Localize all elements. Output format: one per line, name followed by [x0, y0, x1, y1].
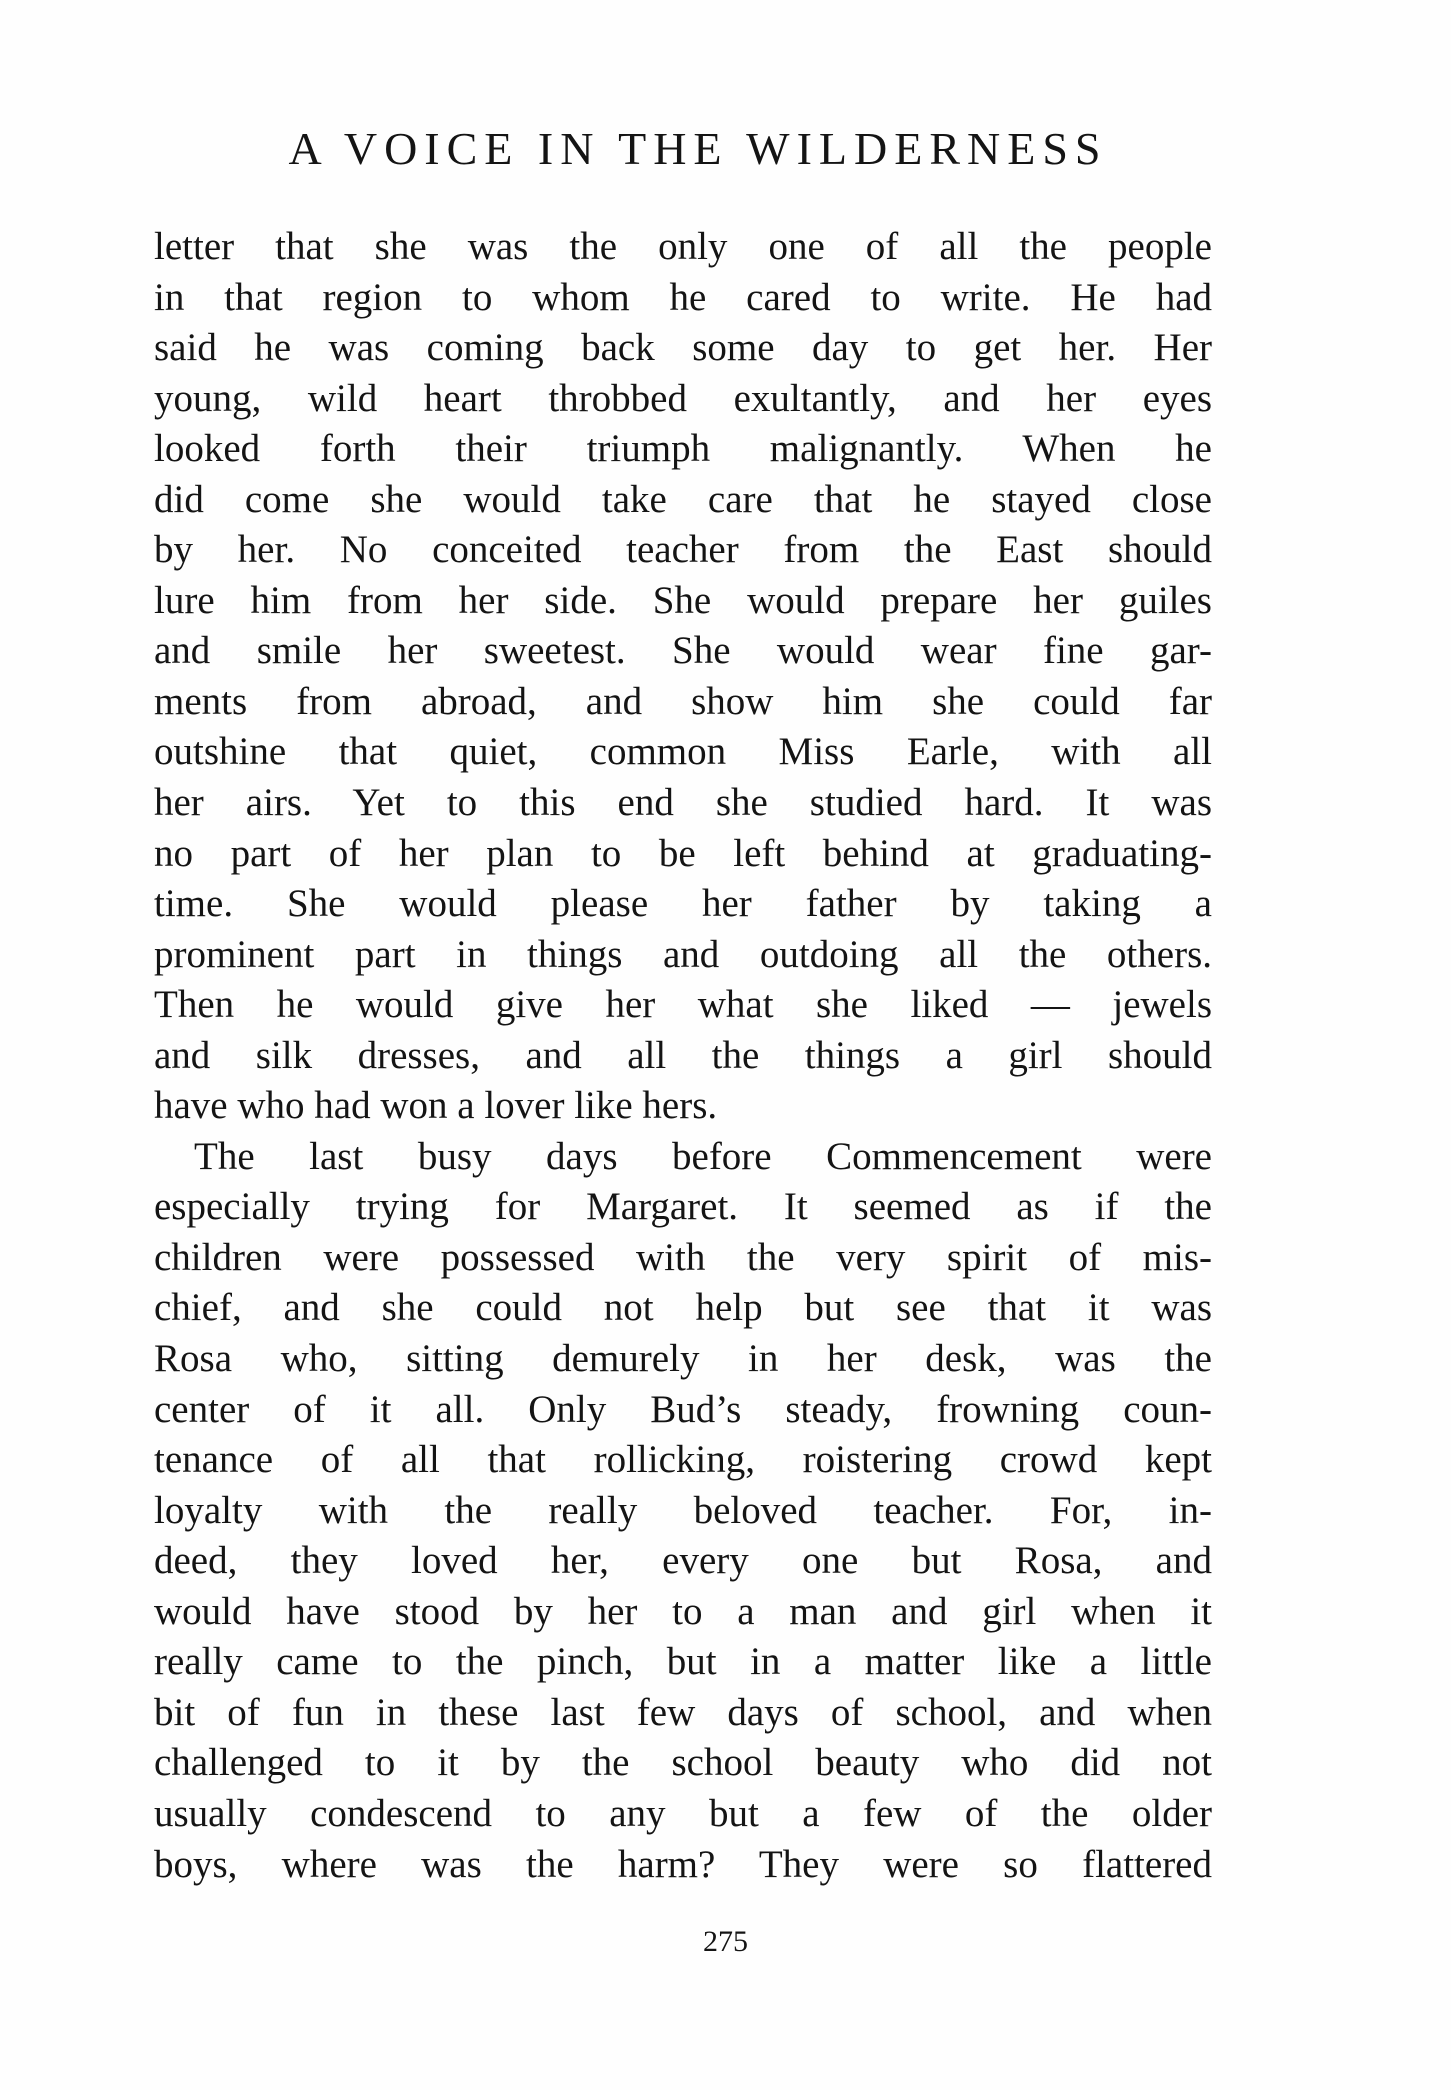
text-line: did come she would take care that he stayed close [154, 477, 1212, 521]
text-line: really came to the pinch, but in a matter like a little [154, 1640, 1212, 1684]
text-line: and smile her sweetest. She would wear fine gar- [154, 629, 1212, 673]
text-line: loyalty with the really beloved teacher. For, in- [154, 1488, 1212, 1532]
text-line: in that region to whom he cared to write. He had [154, 275, 1212, 319]
text-line: prominent part in things and outdoing all the others. [154, 932, 1212, 976]
text-line: especially trying for Margaret. It seemed as if the [154, 1185, 1212, 1229]
text-line: time. She would please her father by taking a [154, 882, 1212, 926]
text-line: The last busy days before Commencement were [194, 1134, 1212, 1178]
page-number: 275 [703, 1925, 748, 1958]
paragraph [154, 1132, 1212, 1890]
text-line: Rosa who, sitting demurely in her desk, was the [154, 1337, 1212, 1381]
text-line: tenance of all that rollicking, roistering crowd kept [154, 1438, 1212, 1482]
text-line: her airs. Yet to this end she studied hard. It was [154, 781, 1212, 825]
text-line: no part of her plan to be left behind at graduating- [154, 831, 1212, 875]
text-line: would have stood by her to a man and girl when it [154, 1589, 1212, 1633]
text-line: Then he would give her what she liked — jewels [154, 983, 1212, 1027]
text-line: outshine that quiet, common Miss Earle, with all [154, 730, 1212, 774]
text-line: have who had won a lover like hers. [154, 1084, 718, 1128]
text-line: bit of fun in these last few days of school, and when [154, 1690, 1212, 1734]
text-line: lure him from her side. She would prepare her guiles [154, 578, 1212, 622]
running-head: A VOICE IN THE WILDERNESS [288, 123, 1108, 174]
text-line: said he was coming back some day to get her. Her [154, 326, 1212, 370]
body-text [154, 222, 1212, 1890]
text-line: children were possessed with the very spirit of mis- [154, 1235, 1212, 1279]
text-line: center of it all. Only Bud’s steady, frowning coun- [154, 1387, 1212, 1431]
text-line: young, wild heart throbbed exultantly, and her eyes [154, 376, 1212, 420]
text-line: challenged to it by the school beauty who did not [154, 1741, 1212, 1785]
text-line: by her. No conceited teacher from the East should [154, 528, 1212, 572]
text-line: and silk dresses, and all the things a girl should [154, 1033, 1212, 1077]
text-line: ments from abroad, and show him she could far [154, 679, 1212, 723]
paragraph [154, 222, 1212, 1132]
text-line: looked forth their triumph malignantly. When he [154, 427, 1212, 471]
text-line: chief, and she could not help but see that it was [154, 1286, 1212, 1330]
text-line: boys, where was the harm? They were so flattered [154, 1842, 1212, 1886]
text-line: usually condescend to any but a few of the older [154, 1791, 1212, 1835]
text-line: letter that she was the only one of all the people [154, 225, 1212, 268]
text-line: deed, they loved her, every one but Rosa, and [154, 1539, 1212, 1583]
